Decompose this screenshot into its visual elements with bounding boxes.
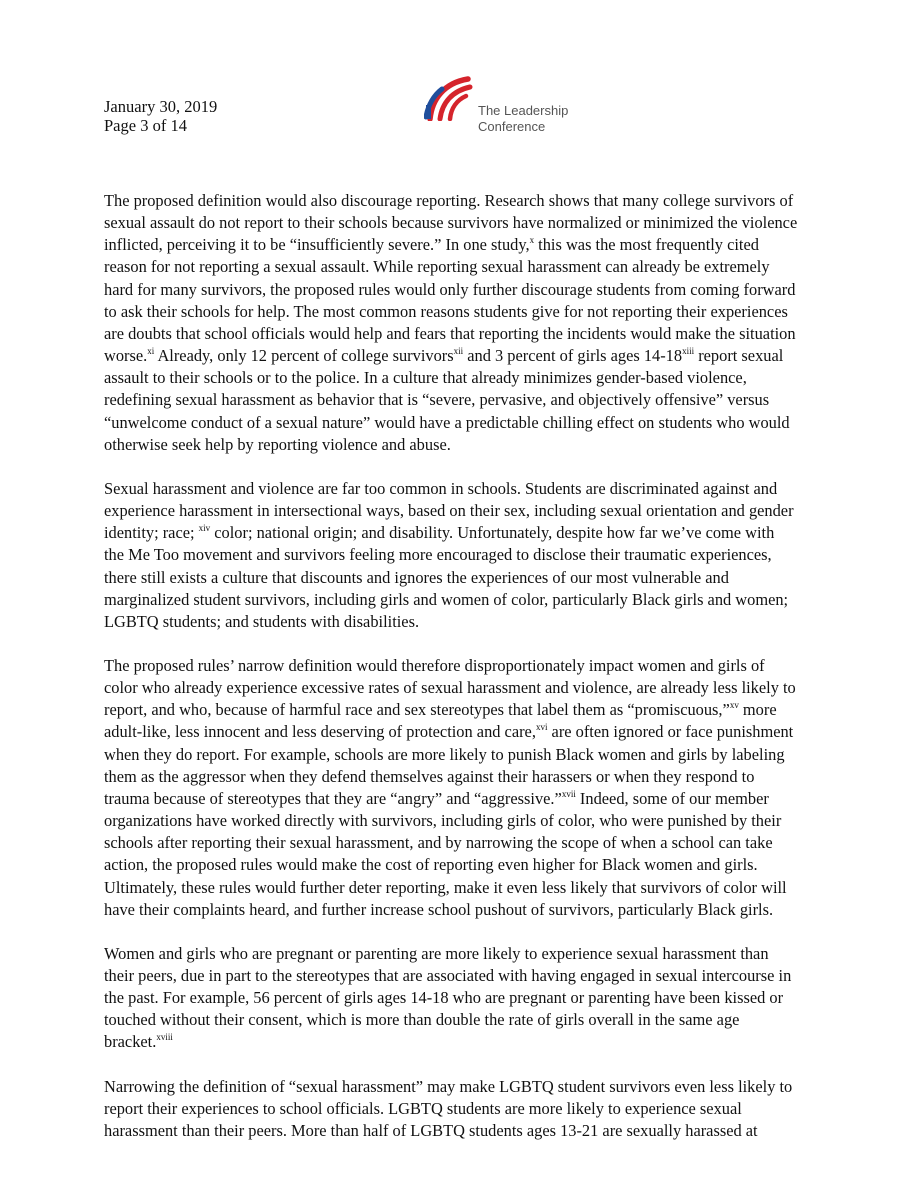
endnote-marker: xvi [535,722,548,733]
text-line [104,832,822,854]
text-line [104,943,822,965]
text-line [104,279,822,301]
text-run: more [738,700,777,720]
logo-wordmark [478,103,568,135]
endnote-marker: xviii [156,1032,173,1043]
text-line [104,877,822,899]
text-line [104,1076,822,1098]
endnote-marker: x [529,235,535,246]
body-paragraph [104,478,822,633]
text-run: Sexual harassment and violence are far too common in schools. Students are discriminated against and [104,478,778,498]
leadership-conference-logo-icon [424,75,480,121]
text-line [104,589,822,611]
text-run: harassment than their peers. More than half of LGBTQ students ages 13-21 are sexually harassed at [104,1120,758,1140]
text-run: The proposed definition would also discourage reporting. Research shows that many college survivors of [104,191,794,210]
text-line [104,478,822,500]
text-line [104,389,822,411]
text-run: there still exists a culture that discounts and ignores the experiences of our most vulnerable and [104,567,729,587]
text-run: LGBTQ students; and students with disabilities. [104,611,420,631]
text-run: color who already experience excessive rates of sexual harassment and violence, are already less likely to [104,678,796,698]
text-run: Indeed, some of our member [575,788,769,808]
text-run: report sexual [694,346,784,366]
text-line [104,567,822,589]
text-run: the past. For example, 56 percent of girls ages 14-18 who are pregnant or parenting have been kissed or [104,988,784,1008]
text-line [104,256,822,278]
text-run: worse. [104,346,148,366]
text-run: this was the most frequently cited [534,235,759,255]
text-run: redefining sexual harassment as behavior that is “severe, pervasive, and objectively offensive” versus [104,390,770,410]
endnote-marker: xii [453,346,464,357]
text-run: trauma because of stereotypes that they are “angry” and “aggressive.” [104,788,562,808]
text-run: touched without their consent, which is more than double the rate of girls overall in the same age [104,1010,740,1030]
body-paragraph [104,1076,822,1142]
text-run: reason for not reporting a sexual assault. While reporting sexual harassment can already be extremely [104,257,770,277]
text-line [104,434,822,456]
text-line [104,1009,822,1031]
endnote-marker: xi [147,346,155,357]
endnote-marker: xvii [561,788,576,799]
body-paragraph [104,190,822,456]
text-line [104,212,822,234]
text-line [104,190,822,212]
text-line [104,810,822,832]
text-run: Narrowing the definition of “sexual harassment” may make LGBTQ student survivors even less likely to [104,1076,793,1096]
text-run: bracket. [104,1032,157,1052]
text-run: have their complaints heard, and further increase school pushout of survivors, particularly Black girls. [104,899,774,919]
text-run: the Me Too movement and survivors feeling more encouraged to disclose their traumatic experiences, [104,545,772,565]
text-line [104,677,822,699]
text-run: adult-like, less innocent and less deserving of protection and care, [104,722,536,742]
text-run: when they do report. For example, schools are more likely to punish Black women and girls by labeling [104,744,785,764]
text-line [104,1098,822,1120]
text-run: color; national origin; and disability. Unfortunately, despite how far we’ve come with [210,523,775,543]
text-run: sexual assault do not report to their schools because survivors have normalized or minimized the violence [104,213,798,233]
text-line [104,744,822,766]
text-run: marginalized student survivors, including girls and women of color, particularly Black girls and women; [104,589,789,609]
text-run: assault to their schools or to the police. In a culture that already minimizes gender-based violence, [104,368,747,388]
text-line [104,367,822,389]
text-line [104,699,822,721]
text-line [104,655,822,677]
text-run: identity; race; [104,523,199,543]
logo-line-2: Conference [478,119,546,134]
text-run: to ask their schools for help. The most common reasons students give for not reporting their experiences [104,301,788,321]
endnote-marker: xiii [682,346,695,357]
body-paragraph [104,943,822,1054]
text-line [104,412,822,434]
leadership-conference-logo [424,75,594,145]
text-run: experience harassment in intersectional ways, based on their sex, including sexual orientation and gender [104,501,794,521]
text-line [104,766,822,788]
text-run: Already, only 12 percent of college survivors [154,346,454,366]
text-run: them as the aggressor when they defend themselves against their harassers or when they respond to [104,766,755,786]
text-run: report, and who, because of harmful race and sex stereotypes that label them as “promiscuous,” [104,700,730,720]
text-run: are often ignored or face punishment [547,722,794,742]
text-line [104,721,822,743]
text-run: action, the proposed rules would make the cost of reporting even higher for Black women and girls. [104,855,758,875]
text-run: schools after reporting their sexual harassment, and by narrowing the scope of when a school can take [104,833,773,853]
text-line [104,1120,822,1142]
letter-header [104,97,217,135]
text-line [104,522,822,544]
text-line [104,965,822,987]
letter-date: January 30, 2019 [104,97,218,116]
text-line [104,345,822,367]
body-paragraph [104,655,822,921]
page-number: Page 3 of 14 [104,116,187,135]
text-line [104,1031,822,1053]
text-line [104,544,822,566]
text-run: report their experiences to school officials. LGBTQ students are more likely to experience sexual [104,1098,742,1118]
text-run: are doubts that school officials would help and fears that reporting the incidents would make the situation [104,323,796,343]
text-line [104,899,822,921]
text-line [104,611,822,633]
text-line [104,234,822,256]
logo-line-1: The Leadership [478,103,569,118]
text-run: organizations have worked directly with survivors, including girls of color, who were punished by their [104,811,782,831]
text-run: otherwise seek help by reporting violence and abuse. [104,434,451,454]
text-run: inflicted, perceiving it to be “insufficiently severe.” In one study, [104,235,530,255]
text-run: The proposed rules’ narrow definition would therefore disproportionately impact women and girls of [104,655,765,675]
text-run: and 3 percent of girls ages 14-18 [463,346,683,366]
text-line [104,301,822,323]
text-run: hard for many survivors, the proposed rules would only further discourage students from coming forward [104,279,796,299]
letter-body [104,190,822,1164]
text-line [104,854,822,876]
text-line [104,323,822,345]
text-run: “unwelcome conduct of a sexual nature” would have a predictable chilling effect on students who would [104,412,790,432]
text-line [104,987,822,1009]
text-line [104,500,822,522]
endnote-marker: xiv [198,523,211,534]
text-run: Ultimately, these rules would further deter reporting, make it even less likely that survivors of color will [104,877,787,897]
text-line [104,788,822,810]
endnote-marker: xv [729,700,739,711]
text-run: Women and girls who are pregnant or parenting are more likely to experience sexual harassment than [104,943,769,963]
text-run: their peers, due in part to the stereotypes that are associated with having engaged in sexual intercourse in [104,966,792,985]
